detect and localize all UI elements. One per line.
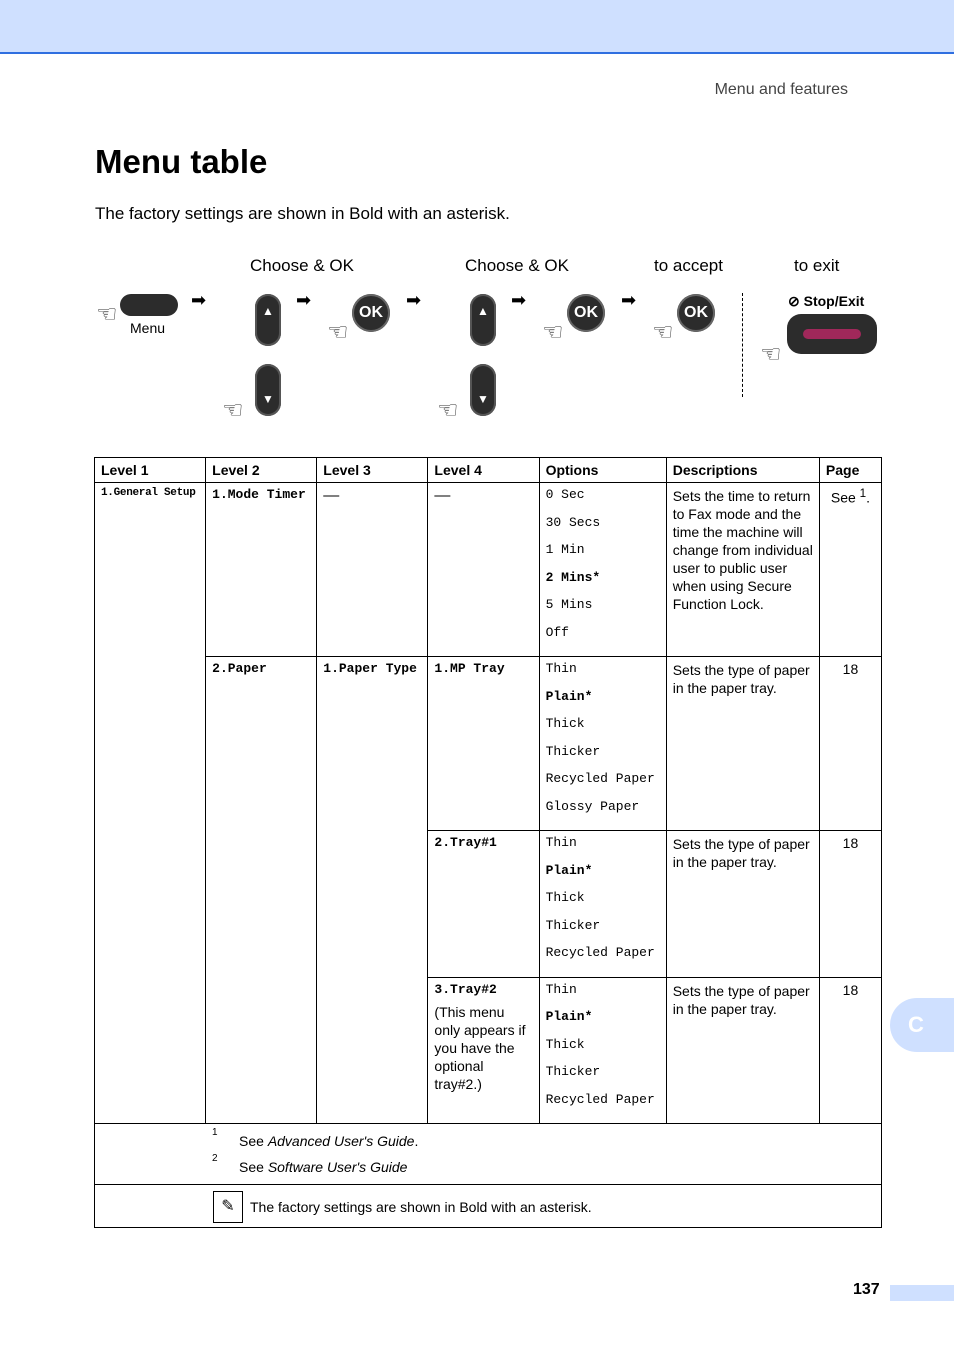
level4-label: 3.Tray#2 [434, 981, 497, 997]
column-header: Descriptions [666, 458, 819, 483]
footnote-prefix: See [239, 1133, 268, 1149]
table-row [95, 483, 882, 657]
footnote-number: 1 [212, 1127, 218, 1138]
description-cell: Sets the type of paper in the paper tray. [666, 977, 819, 1124]
stop-exit-key [787, 314, 877, 354]
option-item: Thin [545, 835, 577, 850]
column-header: Options [539, 458, 666, 483]
stop-exit-label [788, 293, 864, 310]
menu-table [94, 457, 882, 1228]
level4-cell [428, 977, 539, 1124]
down-key [255, 364, 281, 416]
option-item: 1 Min [545, 542, 585, 557]
stop-icon: ⊘ [788, 293, 800, 309]
footnotes-row [95, 1124, 882, 1185]
page-number: 137 [853, 1281, 880, 1298]
down-arrow-icon: ▼ [262, 392, 274, 406]
option-item: 0 Sec [545, 487, 585, 502]
footnote-guide-title: Advanced User's Guide [267, 1133, 415, 1149]
up-key [255, 294, 281, 346]
footnotes-cell [95, 1124, 882, 1185]
option-item-default: Plain* [545, 862, 593, 878]
page-title: Menu table [95, 143, 268, 180]
description-cell: Sets the type of paper in the paper tray. [666, 657, 819, 831]
page-number-tab [890, 1285, 954, 1301]
arrow-right-icon: ➡ [296, 290, 312, 310]
up-key [470, 294, 496, 346]
step-label-1: Choose & OK [250, 256, 354, 275]
ok-key: OK [352, 294, 390, 332]
footnote-number: 2 [212, 1153, 218, 1164]
level2-cell: 2.Paper [206, 657, 317, 1124]
arrow-right-icon: ➡ [621, 290, 637, 310]
note-pencil-icon: ✎ [213, 1191, 243, 1223]
stop-key-light [803, 329, 861, 339]
page-ref-text: See [830, 489, 856, 506]
footnote-suffix: . [414, 1133, 419, 1149]
column-header: Level 1 [95, 458, 206, 483]
pointing-hand-icon: ☜ [542, 319, 564, 346]
footnote-prefix: See [239, 1159, 268, 1175]
option-item: Recycled Paper [545, 771, 655, 786]
option-item-default: Plain* [545, 688, 593, 704]
menu-key [120, 294, 178, 316]
option-item: Thicker [545, 743, 601, 759]
tip-row [95, 1185, 882, 1228]
arrow-right-icon: ➡ [191, 290, 207, 310]
level1-cell: 1.General Setup [95, 483, 206, 1124]
option-item: Thicker [545, 1064, 601, 1079]
chapter-tab-letter: C [908, 1012, 924, 1037]
step-label-3: to accept [654, 256, 723, 275]
column-header: Level 4 [428, 458, 539, 483]
pointing-hand-icon: ☜ [327, 319, 349, 346]
option-item: 30 Secs [545, 514, 601, 530]
tip-cell [95, 1185, 882, 1228]
option-item: Thin [545, 661, 577, 676]
option-item: 5 Mins [545, 597, 593, 612]
option-item-default: 2 Mins* [545, 569, 601, 585]
menu-key-label: Menu [130, 320, 166, 336]
down-arrow-icon: ▼ [477, 392, 489, 406]
footnote-guide-title: Software User's Guide [267, 1159, 408, 1175]
description-cell: Sets the type of paper in the paper tray. [666, 831, 819, 978]
column-header: Level 3 [317, 458, 428, 483]
table-header-row [95, 458, 882, 483]
intro-text: The factory settings are shown in Bold with an asterisk. [95, 204, 510, 223]
option-item: Thin [545, 981, 577, 997]
up-arrow-icon: ▲ [477, 304, 489, 318]
options-cell [539, 831, 666, 978]
arrow-right-icon: ➡ [406, 290, 422, 310]
stop-exit-text: Stop/Exit [803, 293, 865, 309]
footnote [95, 1154, 881, 1180]
pointing-hand-icon: ☜ [437, 397, 459, 424]
level2-cell: 1.Mode Timer [206, 483, 317, 657]
ok-key: OK [567, 294, 605, 332]
option-item: Recycled Paper [545, 945, 655, 960]
step-label-2: Choose & OK [465, 256, 569, 275]
options-cell [539, 657, 666, 831]
pointing-hand-icon: ☜ [96, 301, 118, 328]
description-cell: Sets the time to return to Fax mode and the time the machine will change from individual user to public user when using Secure Function Lock. [666, 483, 819, 657]
option-item: Recycled Paper [545, 1091, 655, 1107]
page-cell: See $^1$. [819, 483, 881, 657]
option-item-default: Plain* [545, 1009, 593, 1024]
page-cell: 18 [819, 657, 881, 831]
arrow-right-icon: ➡ [511, 290, 527, 310]
level4-cell: — [428, 483, 539, 657]
option-item: Off [545, 624, 569, 640]
options-cell [539, 483, 666, 657]
page-cell: 18 [819, 977, 881, 1124]
ok-key: OK [677, 294, 715, 332]
level4-cell: 2.Tray#1 [428, 831, 539, 978]
option-item: Thick [545, 716, 585, 731]
divider-dashed [742, 293, 743, 397]
tip-text: The factory settings are shown in Bold with an asterisk. [250, 1199, 592, 1215]
level4-cell: 1.MP Tray [428, 657, 539, 831]
option-item: Glossy Paper [545, 798, 640, 814]
option-item: Thicker [545, 917, 601, 933]
pointing-hand-icon: ☜ [222, 397, 244, 424]
level3-cell: — [317, 483, 428, 657]
level4-note: (This menu only appears if you have the optional tray#2.) [434, 1003, 526, 1092]
table-row [95, 657, 882, 831]
column-header: Level 2 [206, 458, 317, 483]
level3-cell: 1.Paper Type [317, 657, 428, 1124]
column-header: Page [819, 458, 881, 483]
pointing-hand-icon: ☜ [652, 319, 674, 346]
chapter-tab [890, 998, 954, 1052]
options-cell [539, 977, 666, 1124]
footnote-ref: 1 [859, 487, 867, 500]
up-arrow-icon: ▲ [262, 304, 274, 318]
option-item: Thick [545, 890, 585, 905]
down-key [470, 364, 496, 416]
top-band [0, 0, 954, 54]
pointing-hand-icon: ☜ [760, 341, 782, 368]
section-header: Menu and features [714, 81, 848, 98]
page-cell: 18 [819, 831, 881, 978]
option-item: Thick [545, 1036, 585, 1052]
step-label-4: to exit [794, 256, 840, 275]
